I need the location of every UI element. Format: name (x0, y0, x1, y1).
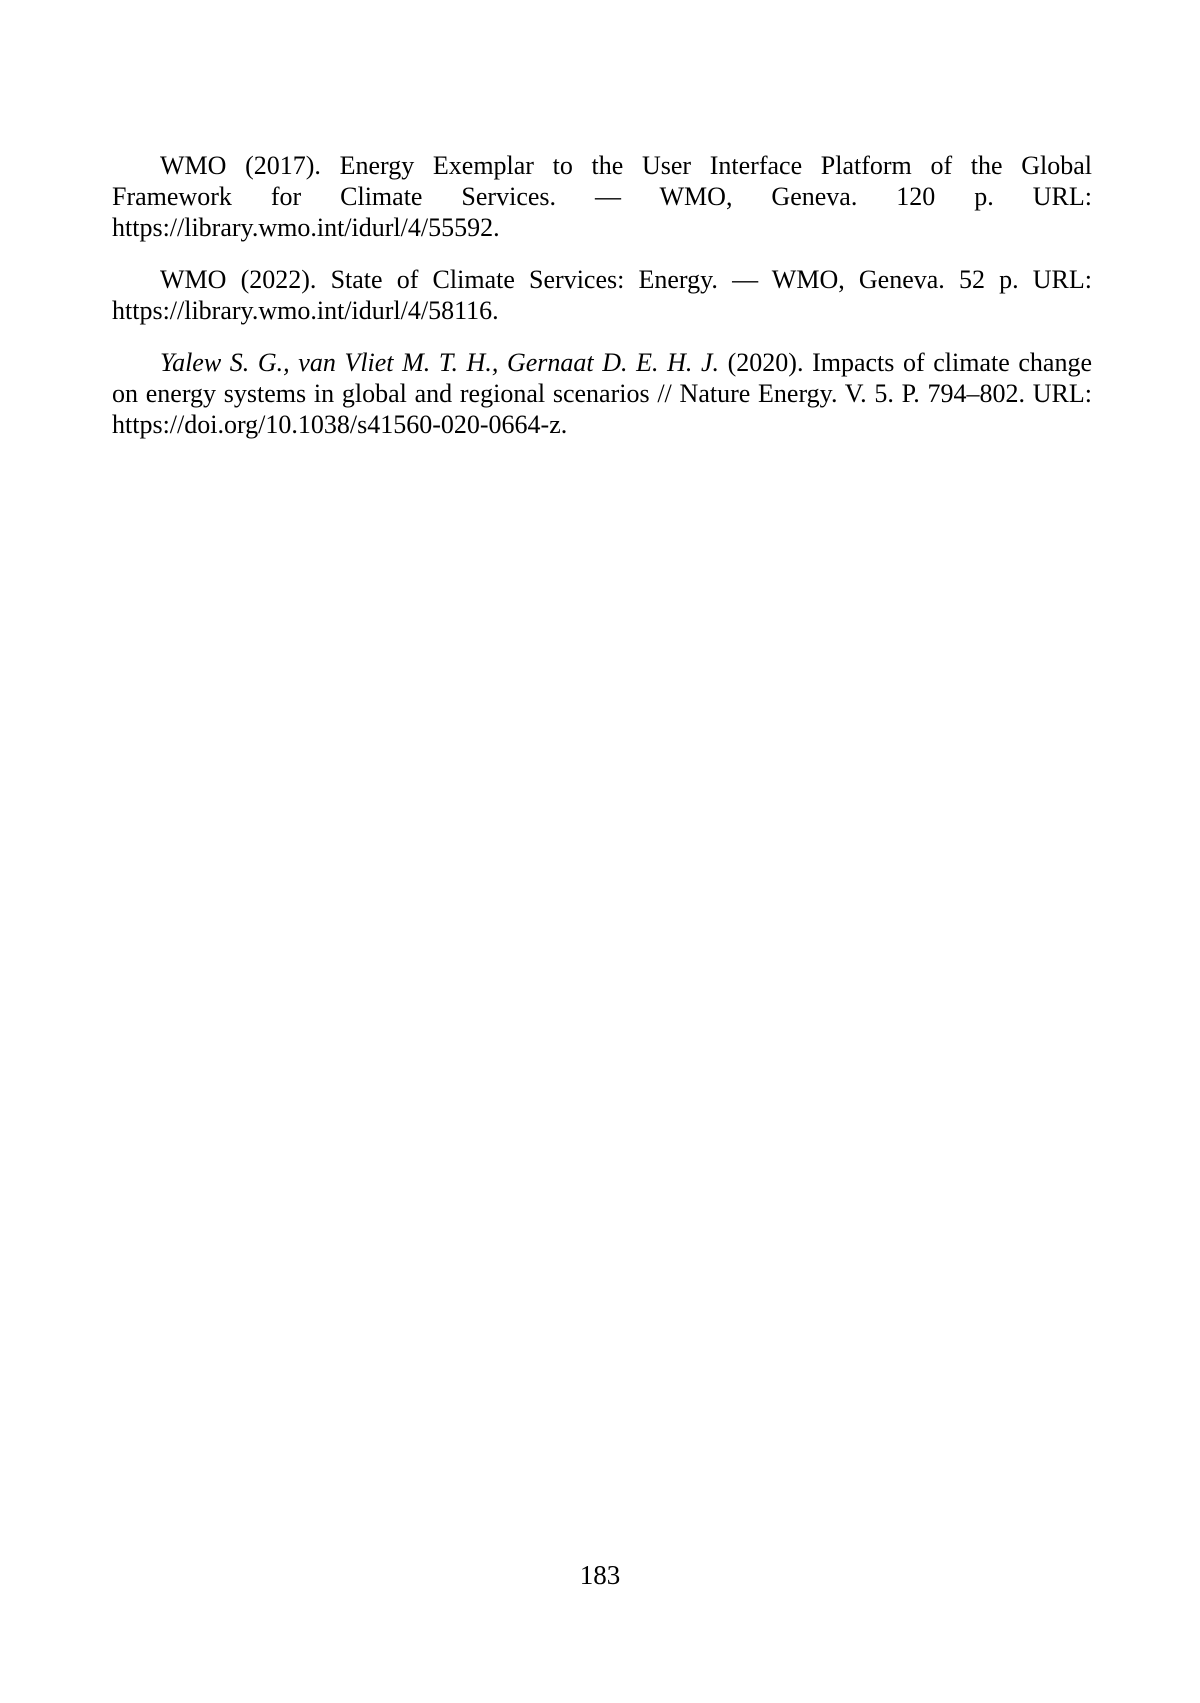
reference-entry (112, 264, 1092, 326)
reference-text: WMO (2017). Energy Exemplar to the User Interface Platform of the Global Framework for Climate Services. — WMO, Geneva. 120 p. URL: https://library.wmo.int/idurl/4/55592. (112, 151, 1092, 242)
reference-authors: Yalew S. G., van Vliet M. T. H., Gernaat D. E. H. J. (160, 348, 720, 377)
reference-entry (112, 150, 1092, 243)
reference-entry (112, 347, 1092, 440)
reference-text: (2020). Impacts of climate change on energy systems in global and regional scenarios // Nature Energy. V. 5. P. 794–802. URL: https://doi.org/10.1038/s41560-020-0664-z. (112, 348, 1093, 439)
reference-text: WMO (2022). State of Climate Services: Energy. — WMO, Geneva. 52 p. URL: https://library.wmo.int/idurl/4/58116. (112, 265, 1092, 325)
page-number: 183 (579, 1560, 621, 1590)
references-section (112, 150, 1092, 461)
